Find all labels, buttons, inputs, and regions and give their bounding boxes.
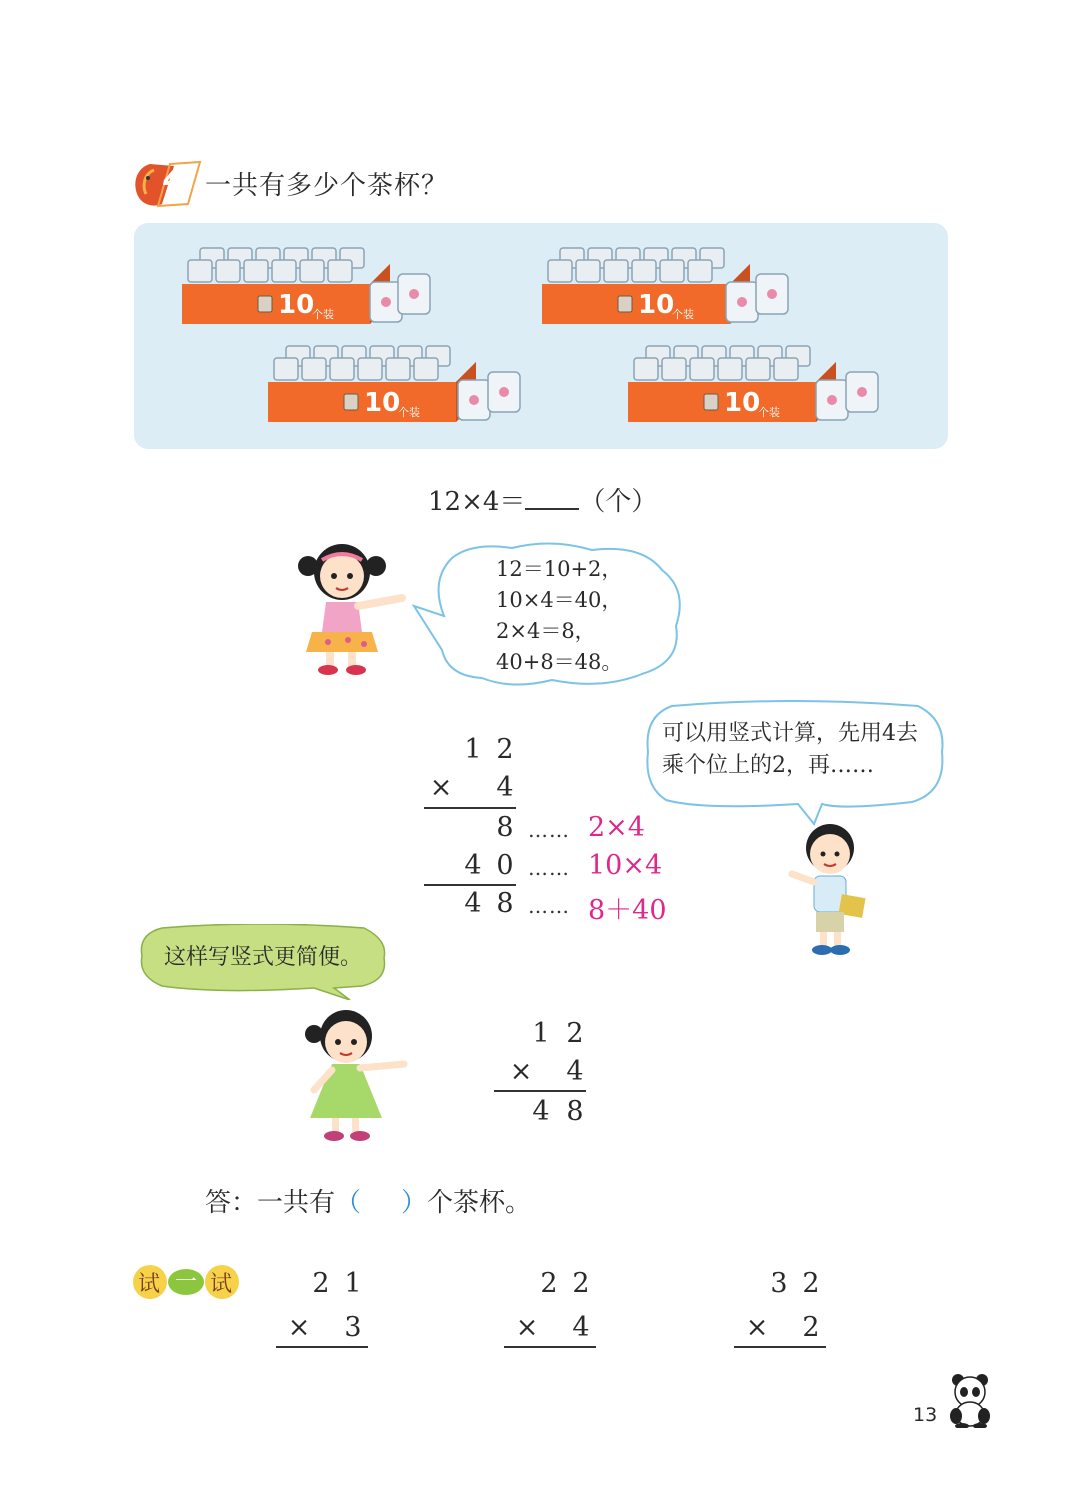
vertical-multiplication-compact bbox=[490, 1018, 600, 1138]
crate-label-unit: 个装 bbox=[312, 308, 334, 321]
digit: 2 bbox=[802, 1268, 820, 1299]
digit: 2 bbox=[566, 1018, 584, 1049]
try-label-left: 试 bbox=[138, 1272, 161, 1297]
digit: 0 bbox=[496, 850, 514, 881]
answer-open-paren: （ bbox=[335, 1188, 362, 1218]
digit: 4 bbox=[496, 772, 514, 803]
boy-bubble-text bbox=[662, 718, 918, 782]
multiply-sign: × bbox=[515, 1312, 539, 1343]
dots: …… bbox=[528, 856, 570, 880]
answer-prefix: 答：一共有 bbox=[205, 1188, 336, 1218]
problem-number: 4 bbox=[163, 162, 184, 197]
teacup-crate-2 bbox=[540, 240, 800, 350]
bubble-line-2: 乘个位上的2，再…… bbox=[662, 753, 874, 778]
digit: 2 bbox=[496, 734, 514, 765]
bubble-line-3: 2×4＝8， bbox=[496, 619, 596, 643]
digit: 3 bbox=[770, 1268, 788, 1299]
crate-label-count: 10 bbox=[638, 290, 675, 320]
digit: 2 bbox=[802, 1312, 820, 1343]
try-problem-2[interactable] bbox=[504, 1268, 600, 1352]
rule-line bbox=[504, 1346, 596, 1348]
digit: 8 bbox=[566, 1096, 584, 1127]
crate-label-count: 10 bbox=[364, 388, 401, 418]
girl-green-dress-illustration bbox=[300, 1004, 410, 1144]
simple-bubble-text: 这样写竖式更简便。 bbox=[164, 945, 363, 970]
rule-line bbox=[276, 1346, 368, 1348]
answer-close-paren: ） bbox=[401, 1188, 428, 1218]
multiply-sign: × bbox=[509, 1056, 533, 1087]
try-label-right: 试 bbox=[210, 1272, 233, 1297]
digit: 2 bbox=[540, 1268, 558, 1299]
digit: 2 bbox=[572, 1268, 590, 1299]
multiply-sign: × bbox=[287, 1312, 311, 1343]
teacup-crate-3 bbox=[266, 338, 526, 448]
digit: 1 bbox=[464, 734, 482, 765]
digit: 1 bbox=[532, 1018, 550, 1049]
digit: 2 bbox=[312, 1268, 330, 1299]
rule-line bbox=[424, 884, 516, 886]
dots: …… bbox=[528, 894, 570, 918]
try-it-badge bbox=[132, 1263, 240, 1301]
crate-label-unit: 个装 bbox=[398, 406, 420, 419]
crate-label-unit: 个装 bbox=[758, 406, 780, 419]
answer-blank[interactable] bbox=[525, 486, 579, 510]
multiply-sign: × bbox=[429, 772, 453, 803]
try-problem-1[interactable] bbox=[276, 1268, 372, 1352]
digit: 4 bbox=[566, 1056, 584, 1087]
rule-line bbox=[424, 807, 516, 809]
rule-line bbox=[494, 1090, 586, 1092]
equation bbox=[428, 481, 657, 518]
digit: 3 bbox=[344, 1312, 362, 1343]
vertical-multiplication-expanded bbox=[420, 734, 680, 924]
panda-icon bbox=[944, 1372, 996, 1428]
teacup-crate-1 bbox=[180, 240, 440, 350]
try-label-mid: 一 bbox=[175, 1270, 198, 1295]
page-number: 13 bbox=[913, 1404, 938, 1426]
crate-label-count: 10 bbox=[724, 388, 761, 418]
equation-unit: （个） bbox=[579, 487, 658, 517]
step-note-2: 10×4 bbox=[588, 850, 663, 881]
step-note-3: 8＋40 bbox=[588, 895, 667, 926]
digit: 4 bbox=[572, 1312, 590, 1343]
bubble-line-4: 40+8＝48。 bbox=[496, 650, 623, 674]
digit: 8 bbox=[496, 812, 514, 843]
dots: …… bbox=[528, 818, 570, 842]
digit: 4 bbox=[464, 850, 482, 881]
rule-line bbox=[734, 1346, 826, 1348]
step-note-1: 2×4 bbox=[588, 812, 645, 843]
problem-question: 一共有多少个茶杯？ bbox=[205, 171, 449, 201]
bubble-line-1: 可以用竖式计算，先用4去 bbox=[662, 721, 918, 746]
teacup-crate-4 bbox=[626, 338, 886, 448]
digit: 4 bbox=[532, 1096, 550, 1127]
digit: 1 bbox=[344, 1268, 362, 1299]
equation-expression: 12×4＝ bbox=[428, 487, 526, 517]
boy-illustration bbox=[784, 818, 874, 958]
digit: 8 bbox=[496, 888, 514, 919]
bubble-line-1: 12＝10+2， bbox=[496, 557, 623, 581]
crate-label-unit: 个装 bbox=[672, 308, 694, 321]
answer-suffix: 个茶杯。 bbox=[427, 1188, 532, 1218]
girl-pointing-illustration bbox=[298, 536, 410, 678]
try-problem-3[interactable] bbox=[734, 1268, 830, 1352]
answer-sentence bbox=[205, 1182, 531, 1219]
bubble-line-2: 10×4＝40， bbox=[496, 588, 623, 612]
digit: 4 bbox=[464, 888, 482, 919]
multiply-sign: × bbox=[745, 1312, 769, 1343]
crate-label-count: 10 bbox=[278, 290, 315, 320]
girl-bubble-text bbox=[496, 554, 622, 678]
